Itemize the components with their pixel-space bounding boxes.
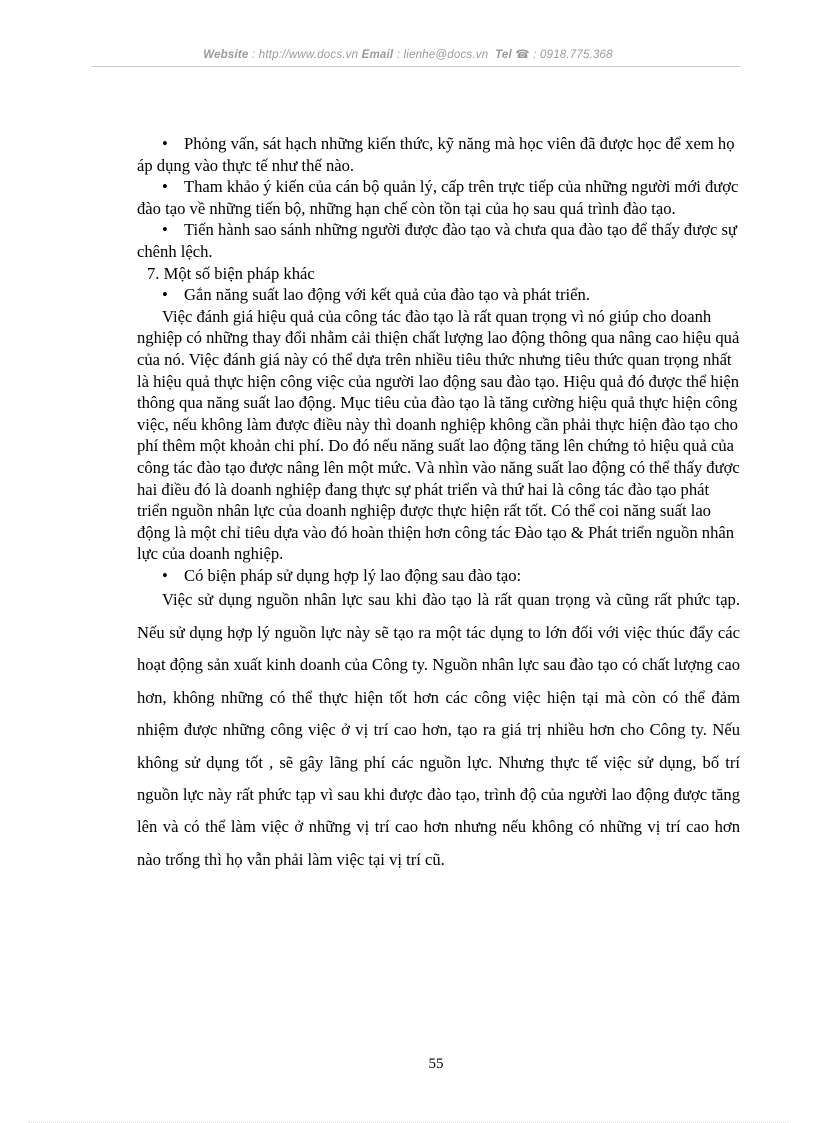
bullet-item [137,284,740,306]
bullet-text: Có biện pháp sử dụng hợp lý lao động sau đào tạo: [184,565,522,585]
bullet-icon: • [162,285,168,305]
bullet-icon: • [162,134,168,153]
bullet-text: Tiến hành sao sánh những người được đào tạo và chưa qua đào tạo để thấy được sự chênh lệch. [137,220,737,261]
page-number: 55 [428,1056,444,1072]
bullet-text: Tham khảo ý kiến của cán bộ quản lý, cấp trên trực tiếp của những người mới được đào tạo về những tiến bộ, những hạn chế còn tồn tại của họ sau quá trình đào tạo. [137,177,739,218]
bullet-text: Gắn năng suất lao động với kết quả của đào tạo và phát triển. [184,285,590,305]
website-link[interactable]: http://www.docs.vn [258,49,359,61]
phone-icon: ☎ : [511,49,540,61]
paragraph: Việc sử dụng nguồn nhân lực sau khi đào tạo là rất quan trọng và cũng rất phức tạp. Nếu sử dụng hợp lý nguồn lực này sẽ tạo ra một tác dụng to lớn đối với việc thúc đẩy các hoạt động sản xuất kinh doanh của Công ty. Nguồn nhân lực sau đào tạo có chất lượng cao hơn, không những có thể thực hiện tốt hơn các công việc hiện tại mà còn có thể đảm nhiệm được những công việc ở vị trí cao hơn, tạo ra giá trị nhiều hơn cho Công ty. Nếu không sử dụng tốt , sẽ gây lãng phí các nguồn lực. Nhưng thực tế việc sử dụng, bố trí nguồn lực này rất phức tạp vì sau khi được đào tạo, trình độ của người lao động được tăng lên và có thể làm việc ở những vị trí cao hơn nhưng nếu không có những vị trí cao hơn nào trống thì họ vẫn phải làm việc tại vị trí cũ. [137,590,740,869]
tel-label: Tel [495,49,512,61]
email-label: Email [361,49,394,61]
website-label: Website [203,49,249,61]
bullet-icon: • [162,177,168,197]
bullet-item [137,176,740,219]
section-heading: 7. Một số biện pháp khác [147,263,315,283]
website-separator: : [248,49,259,61]
bullet-item [137,565,740,587]
bullet-icon: • [162,565,168,585]
tel-value: 0918.775.368 [540,49,613,61]
bullet-item [137,133,740,176]
document-body [137,133,740,876]
email-link[interactable]: lienhe@docs.vn [403,49,489,61]
email-separator: : [393,49,404,61]
bullet-icon: • [162,220,168,240]
header-divider [92,66,740,67]
bullet-item [137,219,740,262]
bullet-text: Phỏng vấn, sát hạch những kiến thức, kỹ năng mà học viên đã được học để xem họ áp dụng vào thực tế như thế nào. [137,134,735,175]
page-header [0,47,816,61]
paragraph: Việc đánh giá hiệu quả của công tác đào tạo là rất quan trọng vì nó giúp cho doanh nghiệp có những thay đổi nhằm cải thiện chất lượng lao động thông qua nâng cao hiệu quả của nó. Việc đánh giá này có thể dựa trên nhiều tiêu thức nhưng tiêu thức quan trọng nhất là hiệu quả thực hiện công việc của người lao động sau đào tạo. Hiệu quả đó được thể hiện thông qua năng suất lao động. Mục tiêu của đào tạo là tăng cường hiệu quả thực hiện công việc, nếu không làm được điều này thì doanh nghiệp không cần phải thực hiện đào tạo cho phí thêm một khoản chi phí. Do đó nếu năng suất lao động tăng lên chứng tỏ hiệu quả của công tác đào tạo được nâng lên một mức. Và nhìn vào năng suất lao động có thể thấy được hai điều đó là doanh nghiệp đang thực sự phát triển và thứ hai là công tác đào tạo phát triển nguồn nhân lực của doanh nghiệp được thực hiện rất tốt. Có thể coi năng suất lao động là một chỉ tiêu dựa vào đó hoàn thiện hơn công tác Đào tạo & Phát triển nguồn nhân lực của doanh nghiệp. [137,306,740,564]
